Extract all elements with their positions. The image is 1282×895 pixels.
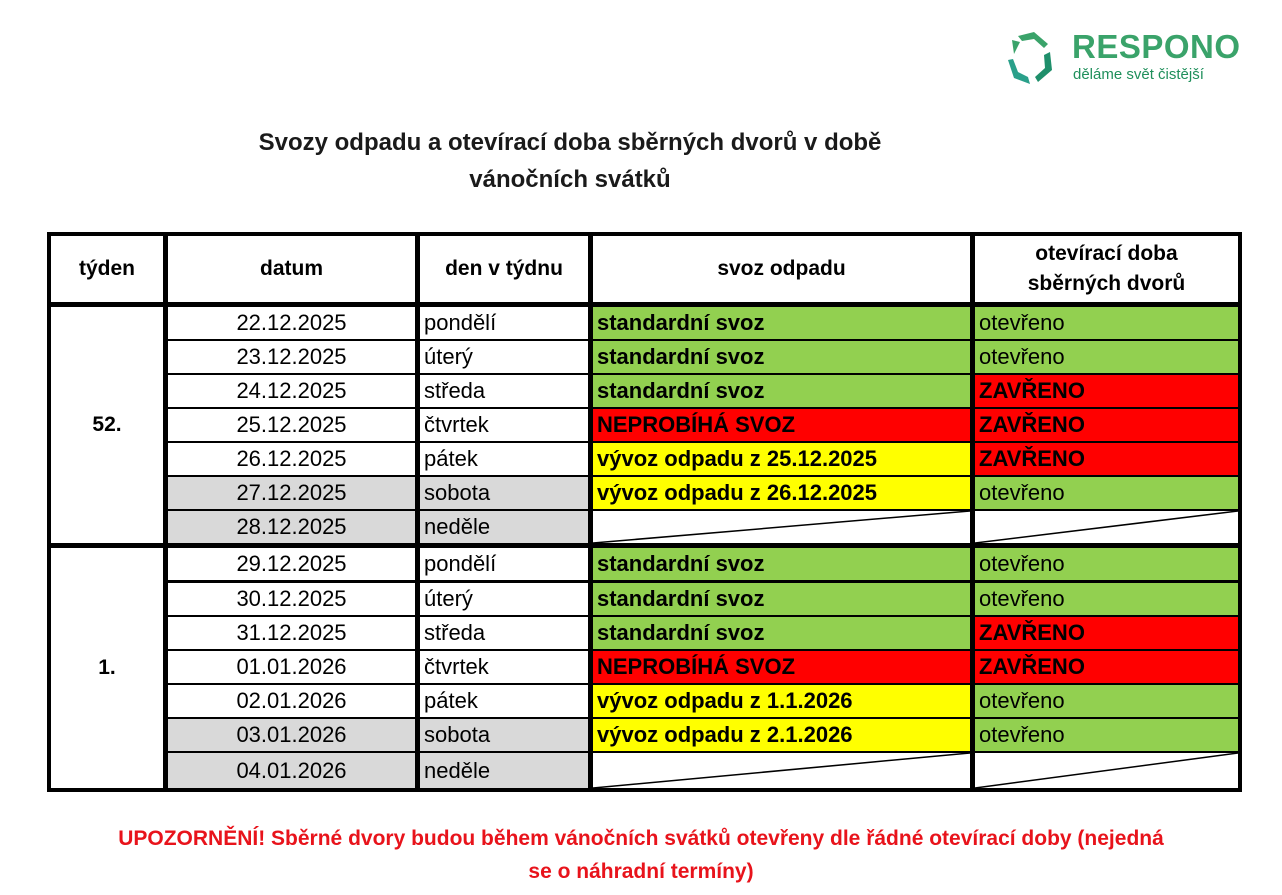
day-cell: pondělí xyxy=(420,548,588,580)
collection-cell: vývoz odpadu z 1.1.2026 xyxy=(593,685,970,717)
day-cell: středa xyxy=(420,375,588,407)
date-cell: 04.01.2026 xyxy=(168,753,415,788)
yard-status-cell: otevřeno xyxy=(975,341,1238,373)
warning-line-1: UPOZORNĚNÍ! Sběrné dvory budou během vánočních svátků otevřeny dle řádné otevírací doby (nejedná xyxy=(118,827,1164,850)
day-cell: sobota xyxy=(420,719,588,751)
yard-status-cell: ZAVŘENO xyxy=(975,617,1238,649)
yard-status-cell: ZAVŘENO xyxy=(975,375,1238,407)
header-yard-line-2: sběrných dvorů xyxy=(1027,272,1186,295)
collection-cell: vývoz odpadu z 26.12.2025 xyxy=(593,477,970,509)
header-yard-line-1: otevírací doba xyxy=(1035,242,1178,265)
yard-status-cell: otevřeno xyxy=(975,548,1238,580)
empty-yard-cell xyxy=(975,511,1238,543)
date-cell: 27.12.2025 xyxy=(168,477,415,509)
header-date: datum xyxy=(168,236,415,302)
yard-status-cell: otevřeno xyxy=(975,685,1238,717)
collection-cell: vývoz odpadu z 25.12.2025 xyxy=(593,443,970,475)
empty-yard-cell xyxy=(975,753,1238,788)
date-cell: 28.12.2025 xyxy=(168,511,415,543)
empty-collection-cell xyxy=(593,753,970,788)
diagonal-strike xyxy=(975,753,1238,788)
collection-cell: standardní svoz xyxy=(593,617,970,649)
date-cell: 31.12.2025 xyxy=(168,617,415,649)
date-cell: 24.12.2025 xyxy=(168,375,415,407)
yard-status-cell: otevřeno xyxy=(975,583,1238,615)
header-day: den v týdnu xyxy=(420,236,588,302)
collection-cell: standardní svoz xyxy=(593,341,970,373)
warning-line-2: se o náhradní termíny) xyxy=(528,860,754,883)
date-cell: 23.12.2025 xyxy=(168,341,415,373)
empty-collection-cell xyxy=(593,511,970,543)
diagonal-strike xyxy=(593,753,970,788)
collection-cell: standardní svoz xyxy=(593,548,970,580)
day-cell: úterý xyxy=(420,583,588,615)
warning-note xyxy=(40,822,1242,888)
date-cell: 01.01.2026 xyxy=(168,651,415,683)
collection-cell: standardní svoz xyxy=(593,583,970,615)
collection-cell: NEPROBÍHÁ SVOZ xyxy=(593,409,970,441)
diagonal-strike xyxy=(593,511,970,543)
date-cell: 03.01.2026 xyxy=(168,719,415,751)
collection-cell: NEPROBÍHÁ SVOZ xyxy=(593,651,970,683)
yard-status-cell: ZAVŘENO xyxy=(975,651,1238,683)
yard-status-cell: ZAVŘENO xyxy=(975,409,1238,441)
date-cell: 22.12.2025 xyxy=(168,307,415,339)
yard-status-cell: otevřeno xyxy=(975,719,1238,751)
brand-tagline: děláme svět čistější xyxy=(1073,66,1204,83)
date-cell: 26.12.2025 xyxy=(168,443,415,475)
date-cell: 02.01.2026 xyxy=(168,685,415,717)
week-label: 52. xyxy=(51,307,163,543)
day-cell: pátek xyxy=(420,443,588,475)
day-cell: sobota xyxy=(420,477,588,509)
title-line-1: Svozy odpadu a otevírací doba sběrných dvorů v době xyxy=(258,129,882,156)
day-cell: úterý xyxy=(420,341,588,373)
day-cell: čtvrtek xyxy=(420,409,588,441)
diagonal-strike xyxy=(975,511,1238,543)
day-cell: pátek xyxy=(420,685,588,717)
recycle-icon xyxy=(1004,28,1054,86)
collection-cell: standardní svoz xyxy=(593,375,970,407)
date-cell: 25.12.2025 xyxy=(168,409,415,441)
yard-status-cell: otevřeno xyxy=(975,477,1238,509)
day-cell: neděle xyxy=(420,753,588,788)
day-cell: středa xyxy=(420,617,588,649)
schedule-table xyxy=(47,232,1242,792)
header-collection: svoz odpadu xyxy=(593,236,970,302)
header-week: týden xyxy=(51,236,163,302)
collection-cell: vývoz odpadu z 2.1.2026 xyxy=(593,719,970,751)
yard-status-cell: ZAVŘENO xyxy=(975,443,1238,475)
day-cell: neděle xyxy=(420,511,588,543)
collection-cell: standardní svoz xyxy=(593,307,970,339)
page-title xyxy=(120,124,1020,198)
respono-logo xyxy=(1000,26,1250,88)
date-cell: 30.12.2025 xyxy=(168,583,415,615)
brand-name: RESPONO xyxy=(1072,28,1241,65)
day-cell: pondělí xyxy=(420,307,588,339)
day-cell: čtvrtek xyxy=(420,651,588,683)
yard-status-cell: otevřeno xyxy=(975,307,1238,339)
week-label: 1. xyxy=(51,548,163,788)
header-yard-hours xyxy=(975,236,1238,302)
date-cell: 29.12.2025 xyxy=(168,548,415,580)
title-line-2: vánočních svátků xyxy=(469,166,671,193)
